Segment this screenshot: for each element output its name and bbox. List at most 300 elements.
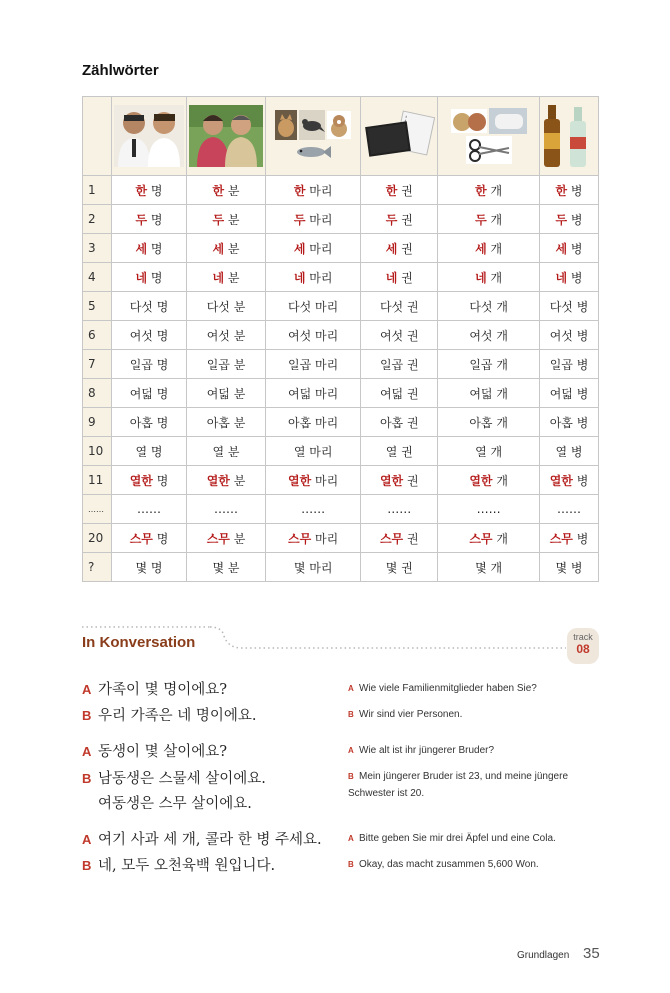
counter-cell xyxy=(539,321,598,350)
number-word: 한 xyxy=(555,183,568,198)
number-word: 열 xyxy=(555,444,568,459)
counter-cell xyxy=(361,553,438,582)
number-word: 여섯 xyxy=(469,328,493,343)
counter-cell xyxy=(539,234,598,263)
counter-word: 권 xyxy=(406,531,419,546)
counter-cell xyxy=(438,321,540,350)
corner-cell xyxy=(83,97,112,176)
counter-cell xyxy=(187,263,266,292)
number-word: 두 xyxy=(135,212,148,227)
counter-cell xyxy=(187,408,266,437)
counter-cell xyxy=(438,437,540,466)
number-word: 열한 xyxy=(288,473,312,488)
cat-photo xyxy=(275,110,297,140)
counter-cell xyxy=(266,524,361,553)
counter-word: 권 xyxy=(401,560,413,575)
counter-word: 권 xyxy=(406,386,419,401)
apples-photo xyxy=(451,109,487,133)
counter-row xyxy=(83,379,599,408)
number-word: …… xyxy=(476,502,501,516)
number-word: 여섯 xyxy=(549,328,573,343)
counter-cell xyxy=(187,234,266,263)
counter-word: 명 xyxy=(156,473,169,488)
number-word: 열한 xyxy=(469,473,493,488)
counter-cell xyxy=(438,292,540,321)
row-number: 9 xyxy=(83,408,112,437)
counter-word: 권 xyxy=(401,444,413,459)
number-word: 한 xyxy=(475,183,487,198)
counter-cell xyxy=(187,321,266,350)
counter-row xyxy=(83,176,599,205)
ko-line: B 우리 가족은 네 명이에요. xyxy=(82,708,257,724)
counter-word: 권 xyxy=(401,183,413,198)
counter-cell xyxy=(539,553,598,582)
counter-word: 병 xyxy=(570,212,583,227)
number-word: 일곱 xyxy=(549,357,573,372)
number-word: 네 xyxy=(475,270,487,285)
counter-word: 분 xyxy=(227,270,240,285)
counter-cell xyxy=(438,379,540,408)
number-word: 한 xyxy=(212,183,225,198)
counter-row xyxy=(83,524,599,553)
counter-cell xyxy=(361,176,438,205)
ko-line-continuation: 여동생은 스무 살이에요. xyxy=(98,796,252,812)
counter-cell xyxy=(361,408,438,437)
counter-word: 개 xyxy=(496,386,508,401)
number-word: 일곱 xyxy=(469,357,493,372)
counter-cell xyxy=(361,234,438,263)
number-word: 몇 xyxy=(135,560,148,575)
counter-word: 명 xyxy=(150,241,163,256)
counter-word: 병 xyxy=(576,386,589,401)
counter-word: 분 xyxy=(227,444,240,459)
number-word: 열한 xyxy=(379,473,404,488)
number-word: 열한 xyxy=(206,473,230,488)
row-number: 8 xyxy=(83,379,112,408)
counter-word: 병 xyxy=(576,531,589,546)
number-word: 아홉 xyxy=(469,415,493,430)
counter-word: 명 xyxy=(156,415,169,430)
counter-word: 명 xyxy=(150,212,163,227)
counter-cell xyxy=(112,466,187,495)
counter-cell xyxy=(112,321,187,350)
number-word: 열한 xyxy=(549,473,573,488)
counter-cell xyxy=(187,437,266,466)
number-word: 세 xyxy=(555,241,568,256)
de-line: B Okay, das macht zusammen 5,600 Won. xyxy=(348,859,539,870)
number-word: 다섯 xyxy=(206,299,230,314)
counter-cell xyxy=(266,292,361,321)
counter-word: 마리 xyxy=(309,212,333,227)
number-word: …… xyxy=(556,502,581,516)
counter-word: 분 xyxy=(233,328,246,343)
number-word: 네 xyxy=(385,270,398,285)
counter-cell xyxy=(539,350,598,379)
number-word: 세 xyxy=(475,241,487,256)
counter-cell xyxy=(266,234,361,263)
counter-word: 분 xyxy=(233,386,246,401)
counter-cell xyxy=(438,234,540,263)
number-word: 네 xyxy=(135,270,148,285)
number-word: 여섯 xyxy=(288,328,312,343)
counter-cell xyxy=(187,205,266,234)
number-word: 스무 xyxy=(549,531,573,546)
counter-cell xyxy=(266,379,361,408)
young-men-photo xyxy=(114,105,184,167)
number-word: 세 xyxy=(385,241,398,256)
counter-word: 마리 xyxy=(315,386,339,401)
counter-cell xyxy=(438,350,540,379)
counter-word: 권 xyxy=(401,212,413,227)
counter-cell xyxy=(361,263,438,292)
counter-row xyxy=(83,321,599,350)
counter-cell xyxy=(112,379,187,408)
soap-photo xyxy=(489,108,527,134)
number-word: …… xyxy=(387,502,412,516)
counter-cell xyxy=(438,495,540,524)
number-word: 몇 xyxy=(385,560,398,575)
counter-cell xyxy=(539,292,598,321)
track-label: track xyxy=(573,632,593,642)
number-word: 여덟 xyxy=(469,386,493,401)
number-word: 아홉 xyxy=(129,415,153,430)
counter-cell xyxy=(187,495,266,524)
conversation-header xyxy=(82,622,599,668)
number-word: 몇 xyxy=(293,560,306,575)
counter-word: 병 xyxy=(570,270,583,285)
number-word: 여덟 xyxy=(288,386,312,401)
dog-photo xyxy=(327,111,351,139)
counter-table xyxy=(82,96,599,582)
counter-cell xyxy=(266,408,361,437)
number-word: 여섯 xyxy=(129,328,153,343)
counter-word: 명 xyxy=(156,531,169,546)
counter-word: 개 xyxy=(490,270,503,285)
notebooks-photo-cell xyxy=(361,97,438,176)
counter-row xyxy=(83,437,599,466)
number-word: 몇 xyxy=(555,560,568,575)
counter-word: 병 xyxy=(576,357,589,372)
counter-cell xyxy=(539,379,598,408)
picture-row xyxy=(83,97,599,176)
ko-line: A 동생이 몇 살이에요? xyxy=(82,744,228,760)
counter-word: 병 xyxy=(570,560,583,575)
counter-cell xyxy=(187,553,266,582)
de-line: A Wie viele Familienmitglieder haben Sie? xyxy=(348,683,537,694)
counter-word: 마리 xyxy=(315,531,339,546)
number-word: 두 xyxy=(212,212,225,227)
counter-word: 분 xyxy=(233,415,246,430)
counter-word: 병 xyxy=(576,299,589,314)
counter-row xyxy=(83,553,599,582)
counter-cell xyxy=(438,263,540,292)
row-number: ? xyxy=(83,553,112,582)
counter-word: 마리 xyxy=(315,299,339,314)
counter-word: 분 xyxy=(227,241,240,256)
number-word: 열 xyxy=(475,444,487,459)
counter-word: 분 xyxy=(227,560,240,575)
counter-cell xyxy=(539,408,598,437)
number-word: 아홉 xyxy=(549,415,573,430)
elderly-couple-photo-cell xyxy=(187,97,266,176)
track-badge xyxy=(567,628,599,664)
bird-photo xyxy=(299,110,325,140)
counter-cell xyxy=(187,466,266,495)
number-word: 아홉 xyxy=(206,415,230,430)
counter-cell xyxy=(187,176,266,205)
number-word: 일곱 xyxy=(129,357,153,372)
counter-word: 병 xyxy=(570,183,583,198)
counter-cell xyxy=(361,524,438,553)
number-word: 스무 xyxy=(288,531,312,546)
de-line: B Mein jüngerer Bruder ist 23, und meine jüngere Schwester ist 20. xyxy=(348,771,569,799)
row-number: 2 xyxy=(83,205,112,234)
counter-word: 개 xyxy=(496,473,508,488)
row-number: …… xyxy=(83,495,112,524)
notebooks-photo xyxy=(363,110,435,162)
counter-word: 권 xyxy=(406,357,419,372)
counter-word: 병 xyxy=(576,328,589,343)
counter-word: 개 xyxy=(490,241,503,256)
counter-word: 개 xyxy=(490,560,503,575)
row-number: 5 xyxy=(83,292,112,321)
de-line: A Wie alt ist ihr jüngerer Bruder? xyxy=(348,745,495,756)
counter-cell xyxy=(266,176,361,205)
row-number: 11 xyxy=(83,466,112,495)
row-number: 3 xyxy=(83,234,112,263)
counter-cell xyxy=(361,292,438,321)
counter-row xyxy=(83,263,599,292)
counter-cell xyxy=(112,553,187,582)
row-number: 1 xyxy=(83,176,112,205)
number-word: 아홉 xyxy=(379,415,404,430)
counter-word: 권 xyxy=(401,270,413,285)
number-word: 열 xyxy=(135,444,148,459)
number-word: 세 xyxy=(293,241,306,256)
number-word: 여덟 xyxy=(129,386,153,401)
counter-row xyxy=(83,466,599,495)
counter-word: 마리 xyxy=(315,473,339,488)
elderly-couple-photo xyxy=(189,105,263,167)
counter-word: 분 xyxy=(233,473,246,488)
number-word: 다섯 xyxy=(469,299,493,314)
counter-word: 개 xyxy=(490,444,503,459)
number-word: 세 xyxy=(212,241,225,256)
counter-cell xyxy=(112,234,187,263)
conversation-title: In Konversation xyxy=(82,634,196,651)
counter-word: 분 xyxy=(233,531,246,546)
number-word: 스무 xyxy=(129,531,153,546)
counter-word: 명 xyxy=(156,357,169,372)
counter-word: 분 xyxy=(233,357,246,372)
number-word: 네 xyxy=(555,270,568,285)
counter-cell xyxy=(361,205,438,234)
counter-cell xyxy=(266,495,361,524)
section-title: Zählwörter xyxy=(82,62,159,79)
counter-word: 개 xyxy=(490,212,503,227)
scissors-photo xyxy=(466,136,512,164)
ko-line: B 남동생은 스물세 살이에요. xyxy=(82,771,266,787)
counter-cell xyxy=(438,176,540,205)
counter-cell xyxy=(438,524,540,553)
counter-word: 개 xyxy=(496,531,508,546)
counter-word: 분 xyxy=(227,212,240,227)
objects-photo-cell xyxy=(438,97,540,176)
counter-cell xyxy=(112,292,187,321)
number-word: 여섯 xyxy=(379,328,404,343)
number-word: 열 xyxy=(212,444,225,459)
number-word: …… xyxy=(137,502,161,516)
number-word: 한 xyxy=(385,183,398,198)
counter-cell xyxy=(187,379,266,408)
number-word: 열 xyxy=(385,444,398,459)
number-word: 두 xyxy=(385,212,398,227)
counter-cell xyxy=(539,495,598,524)
counter-word: 마리 xyxy=(315,328,339,343)
counter-cell xyxy=(112,495,187,524)
number-word: 일곱 xyxy=(288,357,312,372)
counter-cell xyxy=(438,553,540,582)
counter-cell xyxy=(112,350,187,379)
animals-photo-cell xyxy=(266,97,361,176)
number-word: 다섯 xyxy=(549,299,573,314)
fish-photo xyxy=(295,142,331,162)
counter-cell xyxy=(361,321,438,350)
number-word: 몇 xyxy=(475,560,487,575)
counter-word: 명 xyxy=(150,270,163,285)
counter-row xyxy=(83,408,599,437)
number-word: 두 xyxy=(475,212,487,227)
counter-word: 개 xyxy=(496,357,508,372)
number-word: 다섯 xyxy=(129,299,153,314)
counter-word: 마리 xyxy=(309,444,333,459)
number-word: 네 xyxy=(212,270,225,285)
number-word: 여덟 xyxy=(549,386,573,401)
de-line: A Bitte geben Sie mir drei Äpfel und eine Cola. xyxy=(348,833,556,844)
counter-cell xyxy=(539,437,598,466)
counter-word: 분 xyxy=(227,183,240,198)
counter-word: 마리 xyxy=(309,560,333,575)
number-word: 몇 xyxy=(212,560,225,575)
counter-word: 개 xyxy=(496,415,508,430)
number-word: 네 xyxy=(293,270,306,285)
counter-word: 마리 xyxy=(315,357,339,372)
counter-cell xyxy=(438,408,540,437)
number-word: 한 xyxy=(135,183,148,198)
counter-cell xyxy=(266,205,361,234)
counter-cell xyxy=(361,379,438,408)
counter-cell xyxy=(187,350,266,379)
row-number: 7 xyxy=(83,350,112,379)
number-word: 스무 xyxy=(379,531,404,546)
counter-word: 개 xyxy=(490,183,503,198)
counter-cell xyxy=(266,350,361,379)
counter-word: 명 xyxy=(156,299,169,314)
number-word: 열한 xyxy=(129,473,153,488)
counter-cell xyxy=(361,466,438,495)
footer-section-label: Grundlagen xyxy=(517,950,570,961)
counter-cell xyxy=(112,205,187,234)
number-word: 한 xyxy=(293,183,306,198)
counter-cell xyxy=(266,553,361,582)
counter-word: 병 xyxy=(570,444,583,459)
number-word: 일곱 xyxy=(379,357,404,372)
number-word: 일곱 xyxy=(206,357,230,372)
counter-cell xyxy=(187,292,266,321)
row-number: 6 xyxy=(83,321,112,350)
number-word: 두 xyxy=(555,212,568,227)
page-number: 35 xyxy=(583,945,600,962)
counter-row xyxy=(83,234,599,263)
counter-word: 개 xyxy=(496,328,508,343)
number-word: 세 xyxy=(135,241,148,256)
counter-cell xyxy=(112,408,187,437)
counter-word: 권 xyxy=(406,299,419,314)
number-word: 여덟 xyxy=(206,386,230,401)
counter-cell xyxy=(112,176,187,205)
row-number: 10 xyxy=(83,437,112,466)
counter-row xyxy=(83,350,599,379)
number-word: 여섯 xyxy=(206,328,230,343)
counter-word: 명 xyxy=(156,328,169,343)
counter-cell xyxy=(539,176,598,205)
counter-cell xyxy=(361,437,438,466)
number-word: …… xyxy=(301,502,326,516)
number-word: 다섯 xyxy=(288,299,312,314)
bottles-photo xyxy=(542,103,596,169)
counter-row xyxy=(83,292,599,321)
counter-cell xyxy=(361,350,438,379)
track-number: 08 xyxy=(576,642,590,656)
counter-word: 권 xyxy=(406,328,419,343)
counter-word: 병 xyxy=(576,415,589,430)
number-word: 두 xyxy=(293,212,306,227)
counter-cell xyxy=(266,321,361,350)
number-word: 스무 xyxy=(206,531,230,546)
counter-word: 명 xyxy=(150,444,163,459)
counter-word: 마리 xyxy=(309,270,333,285)
ko-line: A 여기 사과 세 개, 콜라 한 병 주세요. xyxy=(82,832,322,848)
counter-cell xyxy=(112,437,187,466)
counter-cell xyxy=(266,466,361,495)
counter-cell xyxy=(187,524,266,553)
counter-row xyxy=(83,205,599,234)
ko-line: A 가족이 몇 명이에요? xyxy=(82,682,228,698)
counter-word: 권 xyxy=(401,241,413,256)
number-word: …… xyxy=(214,502,238,516)
counter-word: 병 xyxy=(576,473,589,488)
counter-row xyxy=(83,495,599,524)
number-word: 아홉 xyxy=(288,415,312,430)
counter-cell xyxy=(112,263,187,292)
row-number: 4 xyxy=(83,263,112,292)
row-number: 20 xyxy=(83,524,112,553)
counter-word: 명 xyxy=(150,183,163,198)
counter-word: 마리 xyxy=(315,415,339,430)
ko-line: B 네, 모두 오천육백 원입니다. xyxy=(82,858,276,874)
counter-cell xyxy=(361,495,438,524)
counter-cell xyxy=(438,205,540,234)
counter-cell xyxy=(539,466,598,495)
people-photo-cell xyxy=(112,97,187,176)
number-word: 다섯 xyxy=(379,299,404,314)
counter-word: 마리 xyxy=(309,241,333,256)
counter-word: 권 xyxy=(406,473,419,488)
number-word: 여덟 xyxy=(379,386,404,401)
counter-cell xyxy=(539,205,598,234)
number-word: 스무 xyxy=(469,531,493,546)
counter-word: 권 xyxy=(406,415,419,430)
